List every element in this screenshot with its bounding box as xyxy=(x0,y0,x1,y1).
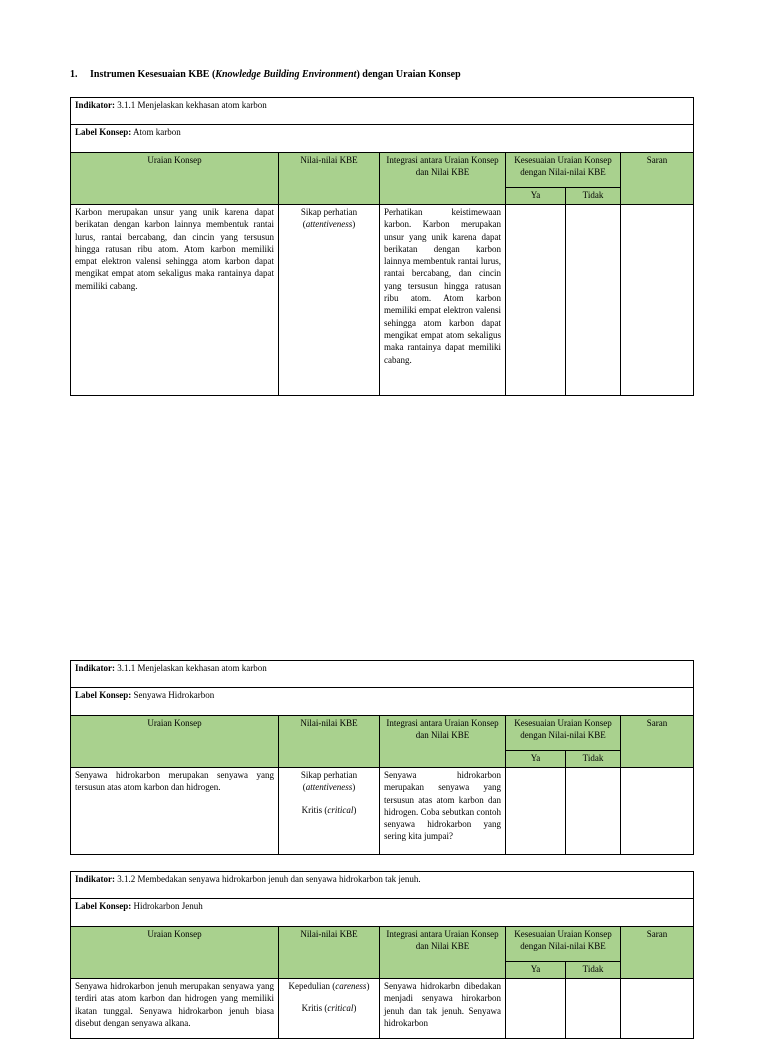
header-saran: Saran xyxy=(621,153,694,205)
integrasi-cell: Senyawa hidrokarbn dibedakan menjadi senyawa hirokarbon jenuh dan tak jenuh. Senyawa hidrokarbon xyxy=(380,979,506,1039)
uraian-konsep-cell: Senyawa hidrokarbon merupakan senyawa yang tersusun atas atom karbon dan hidrogen. xyxy=(71,768,279,855)
uraian-konsep-cell: Karbon merupakan unsur yang unik karena dapat berikatan dengan karbon lainnya membentuk rantai lurus, rantai bercabang, dan cincin yang tersusun hingga ratusan ribu atom. Atom karbon memiliki empat elektron valensi sehingga atom karbon dapat mengikat empat atom sekaligus maka rantainya dapat memiliki cabang. xyxy=(71,205,279,396)
header-nilai-kbe: Nilai-nilai KBE xyxy=(279,153,380,205)
nilai-kbe-cell xyxy=(279,979,380,1039)
kbe-table-3 xyxy=(70,871,694,1039)
indikator-value: 3.1.2 Membedakan senyawa hidrokarbon jenuh dan senyawa hidrokarbon tak jenuh. xyxy=(117,874,421,884)
nilai-kbe-text-2: Kritis ( xyxy=(301,804,328,815)
header-uraian-konsep: Uraian Konsep xyxy=(71,716,279,768)
ya-cell[interactable] xyxy=(506,979,566,1039)
indikator-value: 3.1.1 Menjelaskan kekhasan atom karbon xyxy=(117,663,267,673)
header-uraian-konsep: Uraian Konsep xyxy=(71,927,279,979)
heading-text-italic: Knowledge Building Environment xyxy=(215,69,357,80)
header-saran: Saran xyxy=(621,927,694,979)
header-saran: Saran xyxy=(621,716,694,768)
nilai-kbe-italic: attentiveness xyxy=(305,219,353,230)
integrasi-cell: Senyawa hidrokarbon merupakan senyawa yang tersusun atas atom karbon dan hidrogen. Coba sebutkan contoh senyawa hidrokarbon yang sering kita jumpai? xyxy=(380,768,506,855)
header-kesesuaian: Kesesuaian Uraian Konsep dengan Nilai-nilai KBE xyxy=(506,153,621,188)
tidak-cell[interactable] xyxy=(566,979,621,1039)
nilai-kbe-after-2: ) xyxy=(353,1003,357,1014)
label-konsep-value: Senyawa Hidrokarbon xyxy=(133,690,215,700)
header-kesesuaian: Kesesuaian Uraian Konsep dengan Nilai-nilai KBE xyxy=(506,716,621,751)
kbe-table-1 xyxy=(70,97,694,396)
kbe-table-2 xyxy=(70,660,694,855)
indikator-cell xyxy=(71,98,694,125)
header-ya: Ya xyxy=(506,751,566,768)
heading-text-before: Instrumen Kesesuaian KBE ( xyxy=(90,69,216,80)
nilai-kbe-after: ) xyxy=(352,219,356,230)
header-nilai-kbe: Nilai-nilai KBE xyxy=(279,716,380,768)
indikator-value: 3.1.1 Menjelaskan kekhasan atom karbon xyxy=(117,100,267,110)
header-tidak: Tidak xyxy=(566,962,621,979)
label-konsep-value: Atom karbon xyxy=(133,127,181,137)
header-ya: Ya xyxy=(506,188,566,205)
nilai-kbe-italic: careness xyxy=(335,981,367,991)
header-tidak: Tidak xyxy=(566,751,621,768)
tidak-cell[interactable] xyxy=(566,768,621,855)
nilai-kbe-text: Kepedulian ( xyxy=(288,981,336,991)
ya-cell[interactable] xyxy=(506,768,566,855)
header-tidak: Tidak xyxy=(566,188,621,205)
nilai-kbe-text-2: Kritis ( xyxy=(301,1003,328,1014)
nilai-kbe-after-2: ) xyxy=(353,804,357,815)
nilai-kbe-cell xyxy=(279,205,380,396)
label-konsep-cell xyxy=(71,688,694,716)
header-nilai-kbe: Nilai-nilai KBE xyxy=(279,927,380,979)
section-heading xyxy=(70,69,461,80)
saran-cell[interactable] xyxy=(621,768,694,855)
nilai-kbe-cell xyxy=(279,768,380,855)
ya-cell[interactable] xyxy=(506,205,566,396)
nilai-kbe-after: ) xyxy=(352,782,356,793)
label-konsep-label: Label Konsep: xyxy=(75,127,132,137)
integrasi-cell: Perhatikan keistimewaan karbon. Karbon merupakan unsur yang unik karena dapat berikatan dengan karbon lainnya membentuk rantai lurus, rantai bercabang, dan cincin yang tersusun hingga ratusan ribu atom. Atom karbon memiliki empat elektron valensi sehingga atom karbon dapat mengikat empat atom sekaligus maka rantainya dapat memiliki cabang. xyxy=(380,205,506,396)
label-konsep-value: Hidrokarbon Jenuh xyxy=(133,901,203,911)
nilai-kbe-text: Sikap perhatian ( xyxy=(300,207,358,230)
label-konsep-cell xyxy=(71,899,694,927)
label-konsep-label: Label Konsep: xyxy=(75,901,132,911)
saran-cell[interactable] xyxy=(621,205,694,396)
nilai-kbe-italic: attentiveness xyxy=(305,782,353,793)
indikator-label: Indikator: xyxy=(75,663,116,673)
saran-cell[interactable] xyxy=(621,979,694,1039)
header-ya: Ya xyxy=(506,962,566,979)
nilai-kbe-italic-2: critical xyxy=(327,804,354,815)
section-number: 1. xyxy=(70,69,78,80)
label-konsep-label: Label Konsep: xyxy=(75,690,132,700)
indikator-cell xyxy=(71,872,694,899)
nilai-kbe-after: ) xyxy=(366,981,370,991)
indikator-label: Indikator: xyxy=(75,874,116,884)
uraian-konsep-cell: Senyawa hidrokarbon jenuh merupakan senyawa yang terdiri atas atom karbon dan hidrogen yang memiliki ikatan tunggal. Senyawa hidrokarbon jenuh biasa disebut dengan senyawa alkana. xyxy=(71,979,279,1039)
header-kesesuaian: Kesesuaian Uraian Konsep dengan Nilai-nilai KBE xyxy=(506,927,621,962)
label-konsep-cell xyxy=(71,125,694,153)
heading-text-after: ) dengan Uraian Konsep xyxy=(356,69,461,80)
nilai-kbe-text: Sikap perhatian ( xyxy=(300,770,358,793)
header-integrasi: Integrasi antara Uraian Konsep dan Nilai KBE xyxy=(380,927,506,979)
header-integrasi: Integrasi antara Uraian Konsep dan Nilai KBE xyxy=(380,716,506,768)
header-integrasi: Integrasi antara Uraian Konsep dan Nilai KBE xyxy=(380,153,506,205)
header-uraian-konsep: Uraian Konsep xyxy=(71,153,279,205)
nilai-kbe-italic-2: critical xyxy=(327,1003,354,1014)
tidak-cell[interactable] xyxy=(566,205,621,396)
indikator-label: Indikator: xyxy=(75,100,116,110)
indikator-cell xyxy=(71,661,694,688)
